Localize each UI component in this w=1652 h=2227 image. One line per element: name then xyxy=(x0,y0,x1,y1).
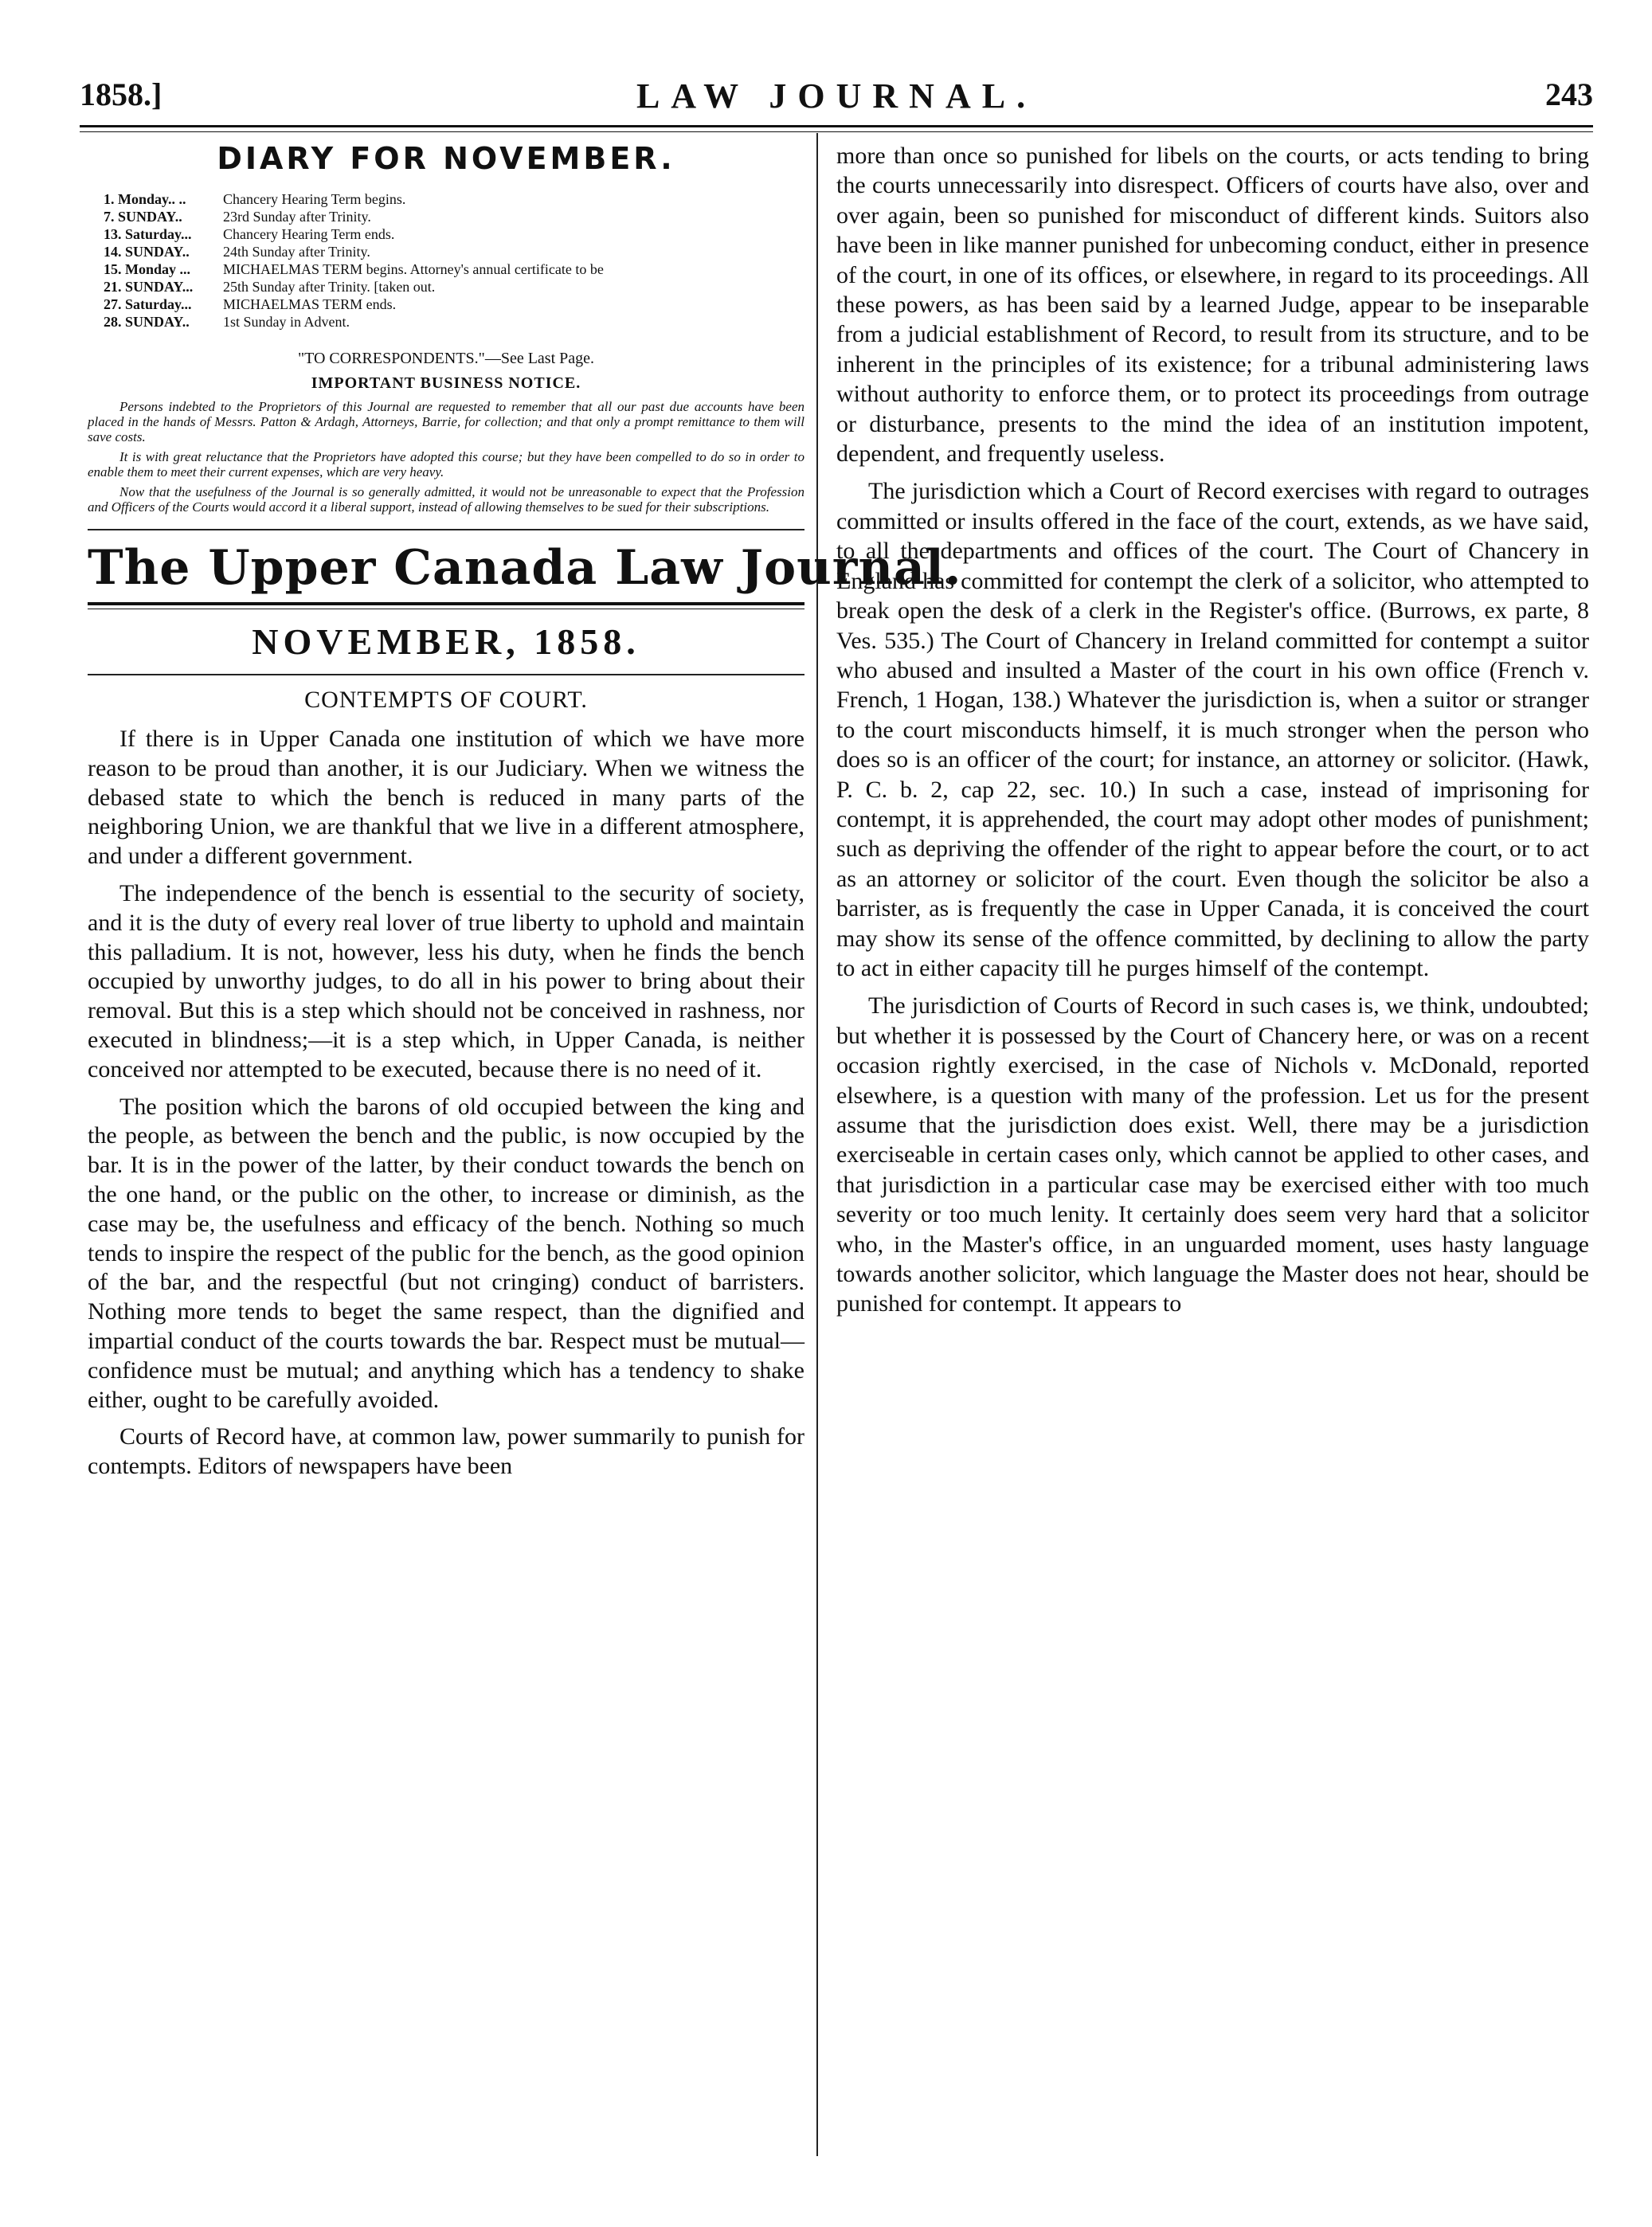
journal-page xyxy=(80,76,1593,2194)
page-number: 243 xyxy=(1545,76,1593,112)
diary-date: 28. SUNDAY.. xyxy=(104,314,190,330)
diary-entry xyxy=(104,260,804,278)
article-paragraph: The independence of the bench is essential to the security of society, and it is the duty of every real lover of true liberty to uphold and maintain this palladium. It is not, however, less his duty, when he finds the bench occupied by unworthy judges, to do all in his power to bring about their removal. But this is a step which should not be conceived in rashness, nor executed in blindness;—it is a step which, in Upper Canada, is neither conceived nor attempted to be executed, because there is no need of it. xyxy=(88,879,804,1082)
article-paragraph: The jurisdiction of Courts of Record in such cases is, we think, undoubted; but whether it is possessed by the Court of Chancery here, or was on a recent occasion rightly exercised, in the case of Nichols v. McDonald, reported elsewhere, is a question with many of the profession. Let us for the present assume that the jurisdiction does exist. Well, there may be a jurisdiction exerciseable in certain cases only, which cannot be applied to other cases, and that jurisdiction in a particular case may be exercised either with too much severity or too much lenity. It certainly does seem very hard that a solicitor who, in the Master's office, in an unguarded moment, uses hasty language towards another solicitor, which language the Master does not hear, should be punished for contempt. It appears to xyxy=(836,992,1589,1317)
diary-event: 1st Sunday in Advent. xyxy=(223,314,350,330)
diary-event: Chancery Hearing Term begins. xyxy=(223,191,406,207)
business-notice-title: IMPORTANT BUSINESS NOTICE. xyxy=(311,374,581,392)
correspondents-note: "TO CORRESPONDENTS."—See Last Page. xyxy=(297,350,595,367)
diary-date: 14. SUNDAY.. xyxy=(104,244,190,260)
column-divider xyxy=(816,133,818,2156)
diary-event: 24th Sunday after Trinity. xyxy=(223,244,370,260)
diary-date: 21. SUNDAY... xyxy=(104,279,194,295)
business-notice-paragraph: It is with great reluctance that the Proprietors have adopted this course; but they have been compelled to do so in order to enable them to meet their current expenses, which are very heavy. xyxy=(88,449,804,479)
diary-entry xyxy=(104,243,804,260)
diary-title: DIARY FOR NOVEMBER. xyxy=(217,141,675,176)
diary-event: 23rd Sunday after Trinity. xyxy=(223,209,371,225)
diary-date: 7. SUNDAY.. xyxy=(104,209,182,225)
diary-entry xyxy=(104,295,804,313)
diary-event: MICHAELMAS TERM ends. xyxy=(223,296,397,312)
article-heading: CONTEMPTS OF COURT. xyxy=(304,687,588,713)
masthead-rule xyxy=(88,602,804,605)
article-paragraph: Courts of Record have, at common law, power summarily to punish for contempts. Editors of newspapers have been xyxy=(88,1423,804,1480)
diary-date: 27. Saturday... xyxy=(104,296,192,312)
diary-event: Chancery Hearing Term ends. xyxy=(223,226,395,242)
article-paragraph: The position which the barons of old occupied between the king and the people, as between the bench and the public, is now occupied by the bar. It is in the power of the latter, by their conduct towards the bench on the one hand, or the public on the other, to increase or diminish, as the case may be, the usefulness and efficacy of the bench. Nothing so much tends to inspire the respect of the public for the bench, as the good opinion of the bar, and the respectful (but not cringing) conduct of barristers. Nothing more tends to beget the same respect, than the dignified and impartial conduct of the courts towards the bar. Respect must be mutual—confidence must be mutual; and anything which has a tendency to shake either, ought to be carefully avoided. xyxy=(88,1093,804,1413)
diary-event: MICHAELMAS TERM begins. Attorney's annual certificate to be xyxy=(223,261,604,277)
business-notice-paragraph: Persons indebted to the Proprietors of this Journal are requested to remember that all our past due accounts have been placed in the hands of Messrs. Patton & Ardagh, Attorneys, Barrie, for collection; and that only a prompt remittance to them will save costs. xyxy=(88,399,804,444)
article-paragraph: The jurisdiction which a Court of Record exercises with regard to outrages committed or insults offered in the face of the court, extends, as we have said, to all the departments and offices of the court. The Court of Chancery in England has committed for contempt the clerk of a solicitor, who attempted to break open the desk of a clerk in the Register's office. (Burrows, ex parte, 8 Ves. 535.) The Court of Chancery in Ireland committed for contempt a suitor who abused and insulted a Master of the court in his own office (French v. French, 1 Hogan, 138.) Whatever the jurisdiction is, when a suitor or stranger to the court misconducts himself, it is much stronger when the person who does so is an officer of the court; for instance, an attorney or solicitor. (Hawk, P. C. b. 2, cap 22, sec. 10.) In such a case, instead of imprisoning for contempt, it is apprehended, the court may adopt other modes of punishment; such as depriving the offender of the right to appear before the court, or to act as an attorney or solicitor of the court. Even though the solicitor be also a barrister, as is frequently the case in Upper Canada, it is conceived the court may show its sense of the offence committed, by declining to allow the party to act in either capacity till he purges himself of the contempt. xyxy=(836,478,1589,981)
article-body-right xyxy=(836,141,1589,1319)
diary-date: 13. Saturday... xyxy=(104,226,192,242)
diary-entry xyxy=(104,313,804,331)
diary-event: 25th Sunday after Trinity. [taken out. xyxy=(223,279,436,295)
diary-list xyxy=(104,190,804,331)
article-paragraph: more than once so punished for libels on the courts, or acts tending to bring the courts unnecessarily into disrespect. Officers of courts have also, over and over again, been so punished for misconduct of different kinds. Suitors also have been in like manner punished for unbecoming conduct, either in presence of the court, in one of its offices, or elsewhere, in regard to its proceedings. All these powers, as has been said by a learned Judge, appear to be inseparable from a judicial establishment of Record, to result from its structure, and to be inherent in the principles of its existence; for a tribunal administering laws without authority to enforce them, or to protect its proceedings from outrage or disturbance, presents to the mind the idea of an institution impotent, dependent, and frequently useless. xyxy=(836,143,1590,468)
issue-date-rule xyxy=(88,674,804,675)
diary-entry xyxy=(104,278,804,295)
diary-date: 15. Monday ... xyxy=(104,261,191,277)
business-notice-paragraph: Now that the usefulness of the Journal is so generally admitted, it would not be unreasonable to expect that the Profession and Officers of the Courts would accord it a liberal support, instead of allowing themselves to be sued for their subscriptions. xyxy=(88,484,804,515)
diary-date: 1. Monday.. .. xyxy=(104,191,186,207)
article-paragraph: If there is in Upper Canada one institution of which we have more reason to be proud than another, it is our Judiciary. When we witness the debased state to which the bench is reduced in many parts of the neighboring Union, we are thankful that we live in a different atmosphere, and under a different government. xyxy=(88,726,804,870)
running-head xyxy=(80,76,1593,131)
left-column xyxy=(88,141,962,1489)
running-head-year: 1858.] xyxy=(80,76,162,112)
diary-entry xyxy=(104,208,804,225)
right-column xyxy=(836,141,1589,1327)
header-rule-thin xyxy=(80,131,1593,132)
masthead-title: The Upper Canada Law Journal. xyxy=(88,540,962,596)
diary-entry xyxy=(104,190,804,208)
article-body-left xyxy=(88,725,804,1481)
header-rule xyxy=(80,125,1593,127)
running-head-title: LAW JOURNAL. xyxy=(636,76,1037,115)
diary-entry xyxy=(104,225,804,243)
issue-date: NOVEMBER, 1858. xyxy=(252,621,640,662)
masthead-rule-top xyxy=(88,529,804,530)
